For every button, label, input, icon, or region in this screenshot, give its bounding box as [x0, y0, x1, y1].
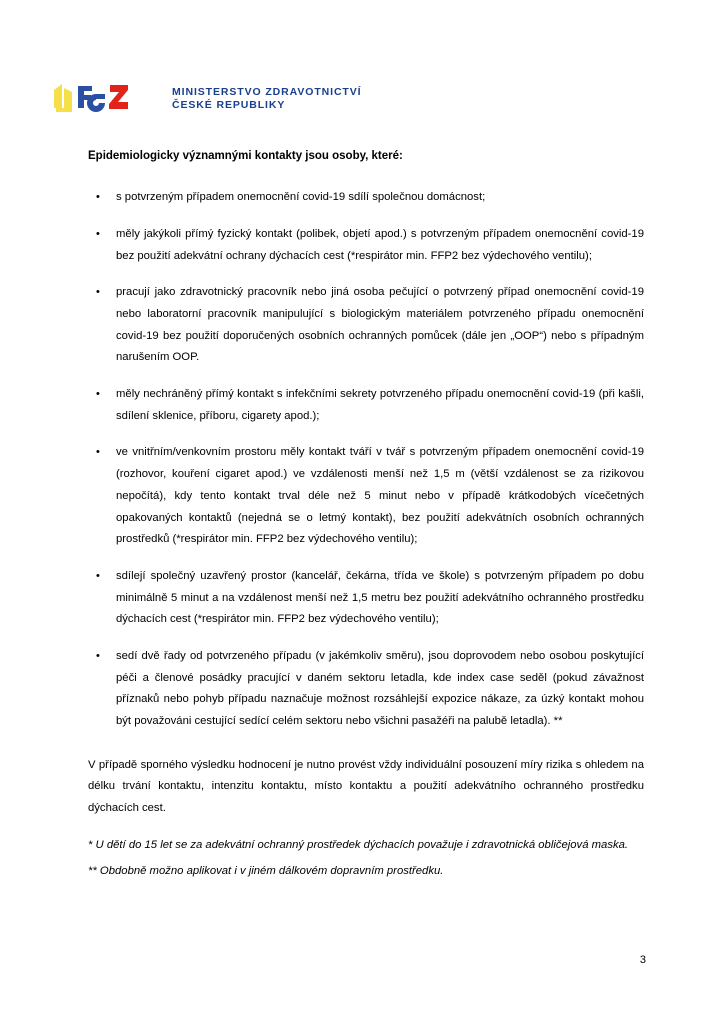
list-item: • ve vnitřním/venkovním prostoru měly kontakt tváří v tvář s potvrzeným případem onemocnění covid-19 (rozhovor, kouření cigaret apod.) ve vzdálenosti menší než 1,5 m (větší vzdálenost se za rizikovou nepočítá), kdy tento kontakt trval déle než 5 minut nebo v případě krátkodobých vícečetných opakovaných kontaktů (nejedná se o letmý kontakt), bez použití adekvátních osobních ochranných prostředků (*respirátor min. FFP2 bez výdechového ventilu);: [88, 442, 644, 550]
document-content: [88, 148, 644, 881]
contacts-bullet-list: [88, 187, 644, 732]
ministry-name-line1: MINISTERSTVO ZDRAVOTNICTVÍ: [172, 85, 362, 98]
ministry-name-line2: ČESKÉ REPUBLIKY: [172, 99, 286, 111]
ministry-logo-icon: [52, 82, 162, 116]
list-item: • s potvrzeným případem onemocnění covid-19 sdílí společnou domácnost;: [88, 187, 644, 209]
list-item: • sedí dvě řady od potvrzeného případu (v jakémkoliv směru), jsou doprovodem nebo osobou poskytující péči a členové posádky pracující v daném sektoru letadla, kde index case seděl (pokud závažnost příznaků nebo pohyb případu naznačuje možnost rozsáhlejší expozice nákaze, za úzký kontakt mohou být považováni cestující sedící celém sektoru nebo všichni pasažéři na palubě letadla). **: [88, 646, 644, 733]
footnote-one: * U dětí do 15 let se za adekvátní ochranný prostředek dýchacích považuje i zdravotnická obličejová maska.: [88, 838, 629, 851]
section-heading: Epidemiologicky významnými kontakty jsou osoby, které:: [88, 150, 403, 162]
list-item: • měly jakýkoli přímý fyzický kontakt (polibek, objetí apod.) s potvrzeným případem onemocnění covid-19 bez použití adekvátní ochrany dýchacích cest (*respirátor min. FFP2 bez výdechového ventilu);: [88, 224, 644, 267]
list-item: • měly nechráněný přímý kontakt s infekčními sekrety potvrzeného případu onemocnění covid-19 (při kašli, sdílení sklenice, příboru, cigarety apod.);: [88, 384, 644, 427]
list-item: • pracují jako zdravotnický pracovník nebo jiná osoba pečující o potvrzený případ onemocnění covid-19 nebo laboratorní pracovník manipulující s biologickým materiálem potvrzeného případu onemocnění covid-19 bez použití doporučených osobních ochranných pomůcek (dále jen „OOP“) nebo s případným narušením OOP.: [88, 282, 644, 369]
closing-paragraph: V případě sporného výsledku hodnocení je nutno provést vždy individuální posouzení míry rizika s ohledem na délku trvání kontaktu, intenzitu kontaktu, místo kontaktu a použití adekvátního ochranného prostředku dýchacích cest.: [88, 758, 644, 815]
ministry-header: [52, 82, 361, 116]
ministry-logo-text: [172, 86, 361, 112]
footnote-two: ** Obdobně možno aplikovat i v jiném dálkovém dopravním prostředku.: [88, 864, 444, 877]
list-item: • sdílejí společný uzavřený prostor (kancelář, čekárna, třída ve škole) s potvrzeným případem po dobu minimálně 5 minut a na vzdálenost menší než 1,5 metru bez použití adekvátního ochranného prostředku dýchacích cest (*respirátor min. FFP2 bez výdechového ventilu);: [88, 566, 644, 631]
page-number: 3: [639, 954, 646, 966]
